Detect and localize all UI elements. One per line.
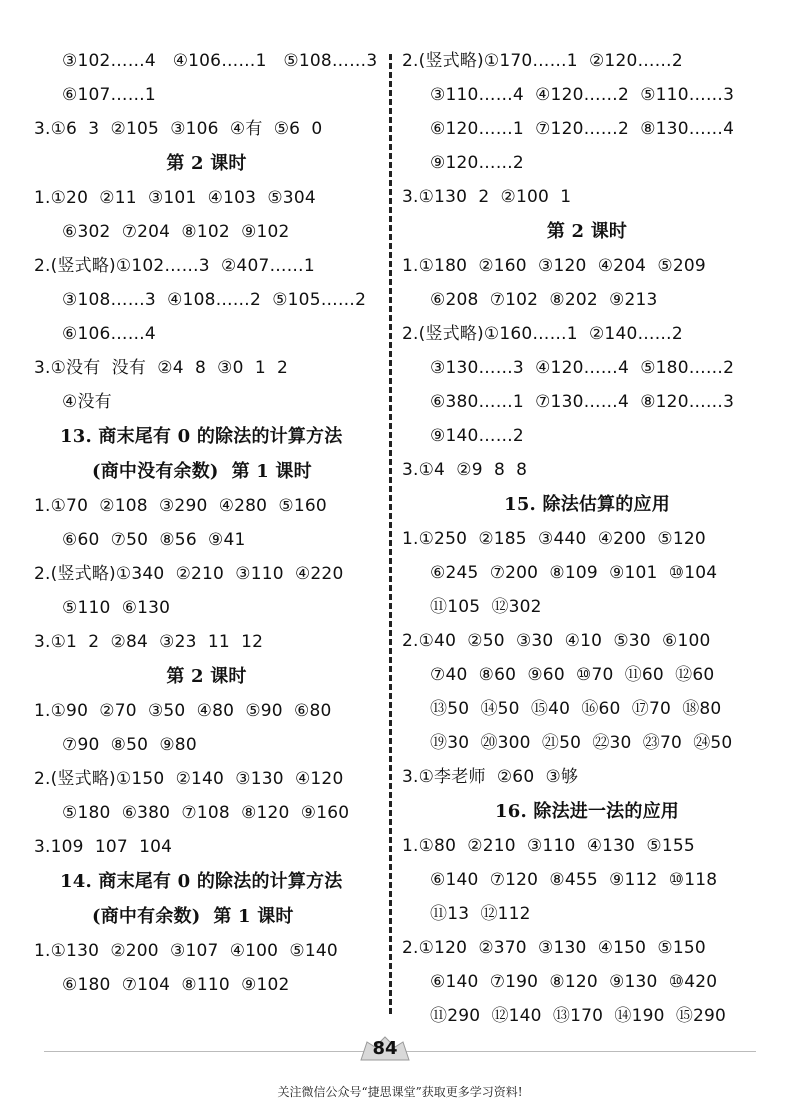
answer-line: ③108……3 ④108……2 ⑤105……2 — [62, 290, 367, 310]
answer-item: 1.①250 ②185 ③440 ④200 ⑤120 — [402, 529, 706, 549]
answer-line: ⑥120……1 ⑦120……2 ⑧130……4 — [430, 119, 735, 139]
answer-item: 3.①1 2 ②84 ③23 11 12 — [34, 632, 264, 652]
answer-line: ⑤110 ⑥130 — [62, 598, 171, 618]
answer-item: 1.①70 ②108 ③290 ④280 ⑤160 — [34, 496, 327, 516]
answer-line: ⑦40 ⑧60 ⑨60 ⑩70 ⑪60 ⑫60 — [430, 665, 715, 685]
answer-item: 2.(竖式略)①150 ②140 ③130 ④120 — [34, 769, 344, 789]
answer-item: 3.①4 ②9 8 8 — [402, 460, 528, 480]
answer-line: ⑥140 ⑦120 ⑧455 ⑨112 ⑩118 — [430, 870, 718, 890]
answer-item: 2.(竖式略)①102……3 ②407……1 — [34, 256, 315, 276]
section-heading: 15. 除法估算的应用 — [504, 494, 670, 515]
answer-line: ⑥107……1 — [62, 85, 156, 105]
section-heading: 第 2 课时 — [166, 153, 247, 174]
answer-line: ③102……4 ④106……1 ⑤108……3 — [62, 51, 378, 71]
answer-line: ⑬50 ⑭50 ⑮40 ⑯60 ⑰70 ⑱80 — [430, 699, 722, 719]
answer-item: 1.①90 ②70 ③50 ④80 ⑤90 ⑥80 — [34, 701, 332, 721]
section-heading: 第 2 课时 — [166, 666, 247, 687]
answer-item: 2.(竖式略)①170……1 ②120……2 — [402, 51, 683, 71]
answer-line: ⑥60 ⑦50 ⑧56 ⑨41 — [62, 530, 246, 550]
answer-line: ⑨140……2 — [430, 426, 524, 446]
answer-item: 3.109 107 104 — [34, 837, 173, 857]
page-number: 84 — [372, 1038, 398, 1059]
left-answer-column — [34, 44, 379, 1002]
page-number-badge — [357, 1034, 413, 1064]
answer-item: 3.①李老师 ②60 ③够 — [402, 767, 579, 787]
answer-line: ④没有 — [62, 392, 112, 412]
section-heading: 第 2 课时 — [546, 221, 628, 242]
answer-line: ⑪105 ⑫302 — [430, 597, 542, 617]
answer-item: 3.①130 2 ②100 1 — [402, 187, 572, 207]
section-heading: 16. 除法进一法的应用 — [495, 801, 679, 822]
section-heading: 14. 商末尾有 0 的除法的计算方法 — [60, 871, 343, 892]
answer-line: ⑲30 ⑳300 ㉑50 ㉒30 ㉓70 ㉔50 — [430, 733, 733, 753]
section-subheading: (商中没有余数) 第 1 课时 — [92, 461, 312, 482]
answer-line: ③110……4 ④120……2 ⑤110……3 — [430, 85, 735, 105]
answer-item: 1.①80 ②210 ③110 ④130 ⑤155 — [402, 836, 695, 856]
right-answer-column — [402, 44, 772, 1033]
answer-item: 2.(竖式略)①340 ②210 ③110 ④220 — [34, 564, 344, 584]
answer-line: ⑥180 ⑦104 ⑧110 ⑨102 — [62, 975, 290, 995]
answer-line: ⑥302 ⑦204 ⑧102 ⑨102 — [62, 222, 290, 242]
section-heading: 13. 商末尾有 0 的除法的计算方法 — [60, 426, 343, 447]
answer-item: 2.①40 ②50 ③30 ④10 ⑤30 ⑥100 — [402, 631, 711, 651]
answer-line: ⑨120……2 — [430, 153, 524, 173]
answer-line: ⑥140 ⑦190 ⑧120 ⑨130 ⑩420 — [430, 972, 718, 992]
answer-item: 1.①130 ②200 ③107 ④100 ⑤140 — [34, 941, 338, 961]
answer-item: 1.①20 ②11 ③101 ④103 ⑤304 — [34, 188, 316, 208]
answer-item: 2.(竖式略)①160……1 ②140……2 — [402, 324, 683, 344]
answer-line: ⑥380……1 ⑦130……4 ⑧120……3 — [430, 392, 735, 412]
section-subheading: (商中有余数) 第 1 课时 — [92, 906, 294, 927]
answer-line: ⑦90 ⑧50 ⑨80 — [62, 735, 197, 755]
answer-line: ⑥208 ⑦102 ⑧202 ⑨213 — [430, 290, 658, 310]
answer-item: 3.①6 3 ②105 ③106 ④有 ⑤6 0 — [34, 119, 323, 139]
answer-line: ⑥106……4 — [62, 324, 156, 344]
answer-line: ⑤180 ⑥380 ⑦108 ⑧120 ⑨160 — [62, 803, 350, 823]
answer-line: ⑪13 ⑫112 — [430, 904, 531, 924]
answer-line: ⑥245 ⑦200 ⑧109 ⑨101 ⑩104 — [430, 563, 718, 583]
answer-line: ⑪290 ⑫140 ⑬170 ⑭190 ⑮290 — [430, 1006, 727, 1026]
answer-item: 3.①没有 没有 ②4 8 ③0 1 2 — [34, 358, 289, 378]
answer-item: 2.①120 ②370 ③130 ④150 ⑤150 — [402, 938, 706, 958]
footer-note: 关注微信公众号“捷思课堂”获取更多学习资料! — [277, 1085, 523, 1099]
column-divider — [389, 54, 392, 1014]
answer-line: ③130……3 ④120……4 ⑤180……2 — [430, 358, 735, 378]
answer-item: 1.①180 ②160 ③120 ④204 ⑤209 — [402, 256, 706, 276]
